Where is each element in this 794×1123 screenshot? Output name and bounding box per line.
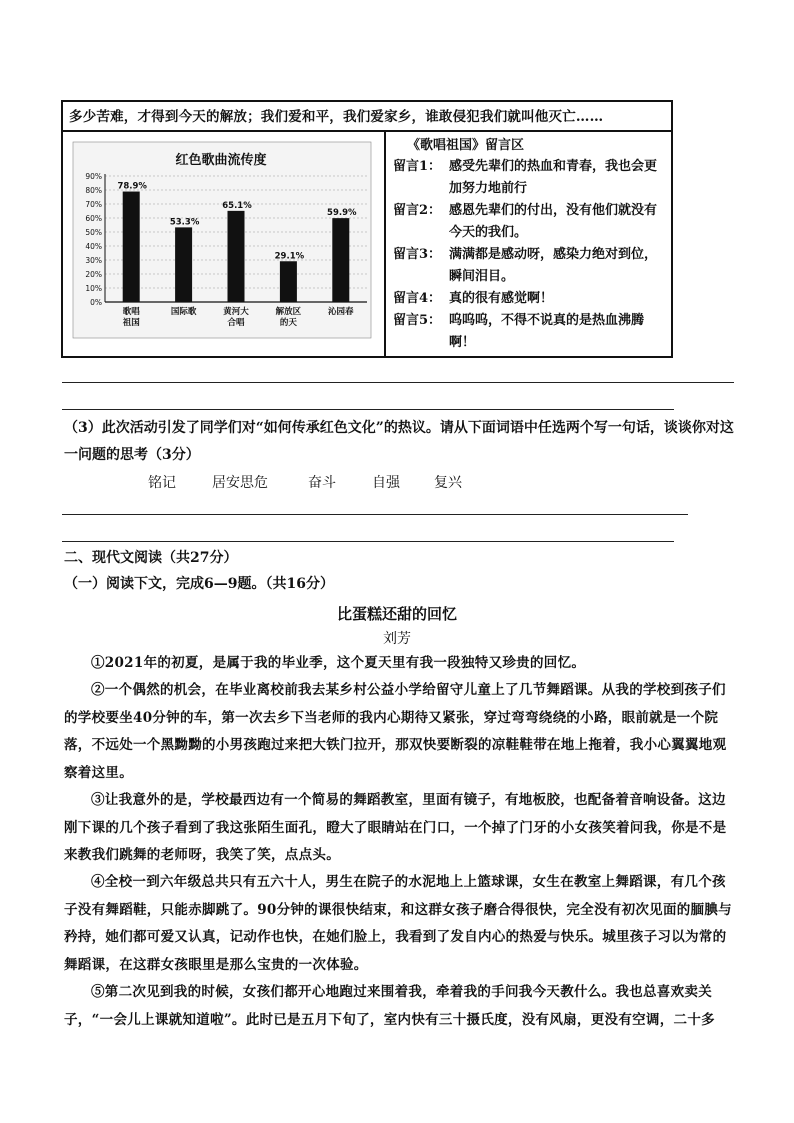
message-item — [393, 288, 669, 310]
article-paragraph: ③让我意外的是，学校最西边有一个简易的舞蹈教室，里面有镜子，有地板胶，也配备着音响设备。这边刚下课的几个孩子看到了我这张陌生面孔，瞪大了眼睛站在门口，一个掉了门牙的小女孩笑着问我，你是不是来教我们跳舞的老师呀，我笑了笑，点点头。 — [64, 792, 727, 863]
category-label: 国际歌 — [170, 307, 197, 317]
question-3: （3）此次活动引发了同学们对“如何传承红色文化”的热议。请从下面词语中任选两个写一句话，谈谈你对这一问题的思考（3分） — [64, 420, 734, 463]
message-item — [393, 200, 669, 244]
message-board-title: 《歌唱祖国》留言区 — [407, 138, 525, 153]
message-label: 留言5： — [393, 313, 442, 328]
table-divider — [384, 132, 386, 356]
message-item — [393, 244, 669, 288]
data-label: 29.1% — [274, 251, 305, 262]
activity-table — [61, 100, 673, 358]
category-label: 沁园春 — [328, 307, 354, 317]
y-tick-label: 90% — [85, 172, 102, 181]
message-text: 呜呜呜，不得不说真的是热血沸腾啊！ — [449, 313, 645, 350]
y-tick-label: 20% — [85, 270, 102, 279]
article-paragraph: ⑤第二次见到我的时候，女孩们都开心地跑过来围着我，牵着我的手问我今天教什么。我也总喜欢卖关子，“一会儿上课就知道啦”。此时已是五月下旬了，室内快有三十摄氏度，没有风扇，更没有空调，二十多 — [64, 984, 715, 1028]
section-heading: 二、现代文阅读（共27分） — [64, 550, 238, 566]
chart-bar — [332, 218, 349, 302]
category-label: 黄河大 — [223, 307, 249, 317]
y-tick-label: 70% — [85, 200, 102, 209]
chart-title: 红色歌曲流传度 — [175, 153, 267, 168]
word-choice: 复兴 — [434, 475, 462, 491]
y-tick-label: 40% — [85, 242, 102, 251]
answer-line — [62, 514, 688, 515]
chart-cell — [63, 132, 384, 356]
chart-bar — [175, 227, 192, 302]
chart-bar — [280, 261, 297, 302]
article-title: 比蛋糕还甜的回忆 — [336, 605, 457, 623]
message-item — [393, 156, 669, 200]
message-label: 留言2： — [393, 203, 442, 218]
y-tick-label: 10% — [85, 284, 102, 293]
bar-chart — [71, 140, 373, 340]
data-label: 59.9% — [327, 208, 357, 219]
word-choices — [148, 472, 484, 492]
chart-background — [73, 142, 371, 338]
section-subheading: （一）阅读下文，完成6—9题。（共16分） — [64, 576, 334, 592]
data-label: 78.9% — [117, 181, 147, 192]
article-author: 刘芳 — [383, 631, 411, 647]
category-label: 解放区 — [275, 307, 302, 317]
message-text: 满满都是感动呀，感染力绝对到位，瞬间泪目。 — [449, 247, 658, 284]
answer-line — [62, 409, 674, 410]
data-label: 53.3% — [169, 217, 200, 228]
y-tick-label: 30% — [85, 256, 102, 265]
article-paragraph: ④全校一到六年级总共只有五六十人，男生在院子的水泥地上上篮球课，女生在教室上舞蹈课，有几个孩子没有舞蹈鞋，只能赤脚跳了。90分钟的课很快结束，和这群女孩子磨合得很快，完全没有初次见面的腼腆与矜持，她们都可爱又认真，记动作也快，在她们脸上，我看到了发自内心的热爱与快乐。城里孩子习以为常的舞蹈课，在这群女孩眼里是那么宝贵的一次体验。 — [64, 874, 732, 973]
message-item — [393, 310, 669, 354]
article-paragraph: ②一个偶然的机会，在毕业离校前我去某乡村公益小学给留守儿童上了几节舞蹈课。从我的学校到孩子们的学校要坐40分钟的车，第一次去乡下当老师的我内心期待又紧张，穿过弯弯绕绕的小路，眼前就是一个院落，不远处一个黑黝黝的小男孩跑过来把大铁门拉开，那双快要断裂的凉鞋鞋带在地上拖着，我小心翼翼地观察着这里。 — [64, 682, 727, 781]
category-label: 合唱 — [227, 318, 245, 328]
lyrics-line: 多少苦难，才得到今天的解放；我们爱和平，我们爱家乡，谁敢侵犯我们就叫他灭亡…… — [63, 102, 671, 132]
y-tick-label: 0% — [90, 298, 102, 307]
message-board — [393, 136, 669, 354]
word-choice: 铭记 — [148, 475, 176, 491]
article-paragraph: ①2021年的初夏，是属于我的毕业季，这个夏天里有我一段独特又珍贵的回忆。 — [91, 655, 586, 671]
chart-bar — [123, 192, 140, 302]
answer-line — [62, 541, 674, 542]
word-choice: 自强 — [372, 475, 400, 491]
answer-line — [62, 382, 734, 383]
message-label: 留言3： — [393, 247, 442, 262]
message-text: 真的很有感觉啊！ — [449, 291, 554, 306]
message-label: 留言4： — [393, 291, 442, 306]
category-label: 的天 — [279, 318, 297, 328]
message-text: 感受先辈们的热血和青春，我也会更加努力地前行 — [449, 159, 658, 196]
message-label: 留言1： — [393, 159, 442, 174]
category-label: 祖国 — [122, 318, 140, 328]
word-choice: 奋斗 — [308, 475, 336, 491]
category-label: 歌唱 — [122, 307, 140, 317]
chart-bar — [228, 211, 245, 302]
word-choice: 居安思危 — [212, 475, 268, 491]
message-text: 感恩先辈们的付出，没有他们就没有今天的我们。 — [449, 203, 658, 240]
y-tick-label: 50% — [85, 228, 102, 237]
y-tick-label: 80% — [85, 186, 102, 195]
data-label: 65.1% — [222, 200, 252, 211]
y-tick-label: 60% — [85, 214, 102, 223]
